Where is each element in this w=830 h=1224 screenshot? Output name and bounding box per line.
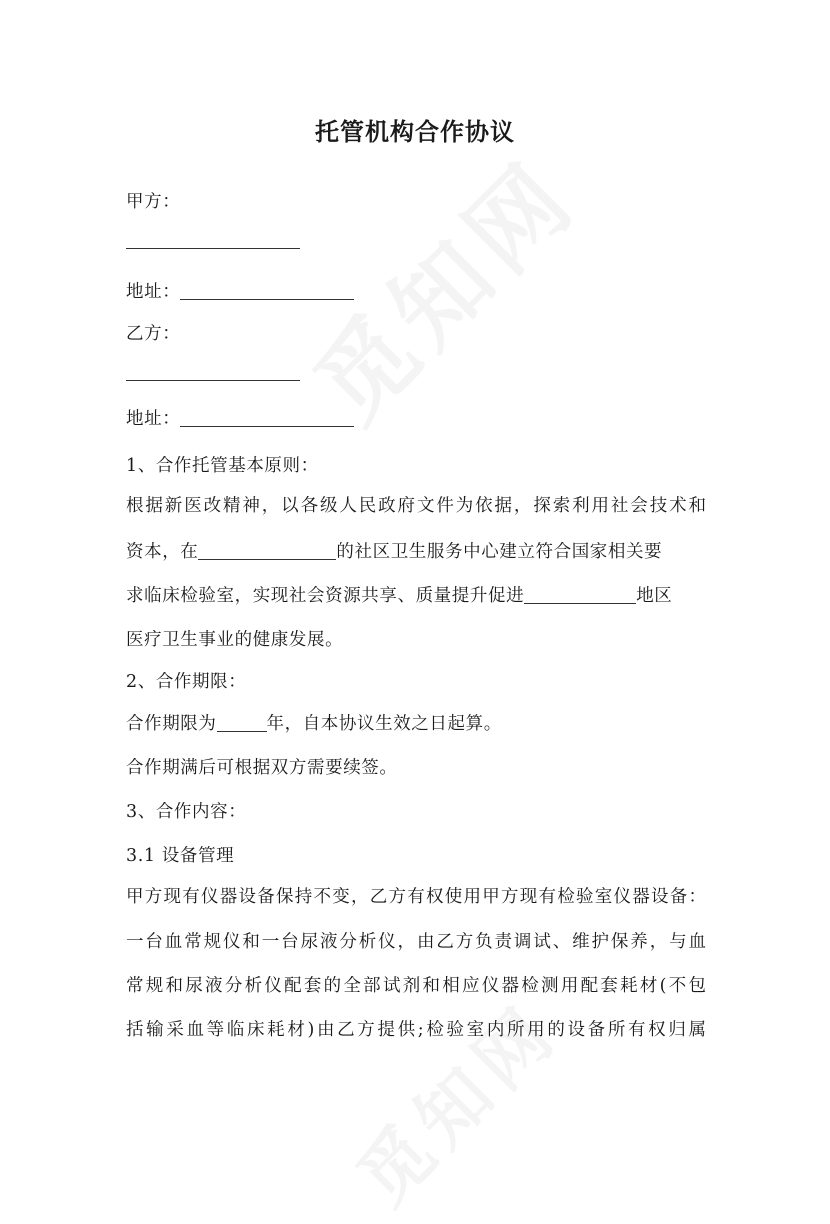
term-years-blank — [217, 713, 267, 732]
community-center-blank — [198, 541, 336, 560]
party-a-label: 甲方： — [126, 192, 181, 212]
section2-line1-a: 合作期限为 — [126, 714, 217, 734]
section2-line1-b: 年，自本协议生效之日起算。 — [266, 714, 502, 734]
section3-1-line3: 常规和尿液分析仪配套的全部试剂和相应仪器检测用配套耗材(不包 — [126, 976, 706, 996]
party-b-address-label: 地址： — [126, 409, 181, 429]
document-title: 托管机构合作协议 — [315, 118, 515, 146]
section1-line2 — [126, 538, 662, 563]
section3-1-line1: 甲方现有仪器设备保持不变，乙方有权使用甲方现有检验室仪器设备： — [126, 887, 706, 907]
section1-heading: 1、合作托管基本原则： — [126, 456, 319, 476]
section1-line3 — [126, 582, 672, 607]
section3-1-heading: 3.1 设备管理 — [126, 846, 235, 866]
watermark-bottom — [330, 976, 577, 1223]
party-b-address-line — [126, 405, 354, 430]
section2-line2: 合作期满后可根据双方需要续签。 — [126, 758, 398, 778]
party-b-name-blank — [126, 380, 300, 381]
party-a-address-label: 地址： — [126, 282, 181, 302]
section1-line1: 根据新医改精神，以各级人民政府文件为依据，探索利用社会技术和 — [126, 496, 706, 516]
section1-line2-b: 的社区卫生服务中心建立符合国家相关要 — [336, 542, 663, 562]
section1-line4: 医疗卫生事业的健康发展。 — [126, 630, 344, 650]
party-b-address-blank — [180, 408, 354, 427]
section3-1-line2: 一台血常规仪和一台尿液分析仪，由乙方负责调试、维护保养，与血 — [126, 932, 706, 952]
section3-1-line4: 括输采血等临床耗材)由乙方提供;检验室内所用的设备所有权归属 — [126, 1020, 706, 1040]
section2-line1 — [126, 710, 502, 735]
section3-heading: 3、合作内容： — [126, 802, 247, 822]
party-a-address-blank — [180, 281, 354, 300]
party-a-address-line — [126, 278, 354, 303]
section1-line3-a: 求临床检验室，实现社会资源共享、质量提升促进 — [126, 586, 525, 606]
party-b-label: 乙方： — [126, 324, 181, 344]
party-a-name-blank — [126, 248, 300, 249]
section1-line2-a: 资本，在 — [126, 542, 199, 562]
region-blank — [524, 585, 636, 604]
section1-line3-b: 地区 — [636, 586, 673, 606]
section2-heading: 2、合作期限： — [126, 672, 247, 692]
